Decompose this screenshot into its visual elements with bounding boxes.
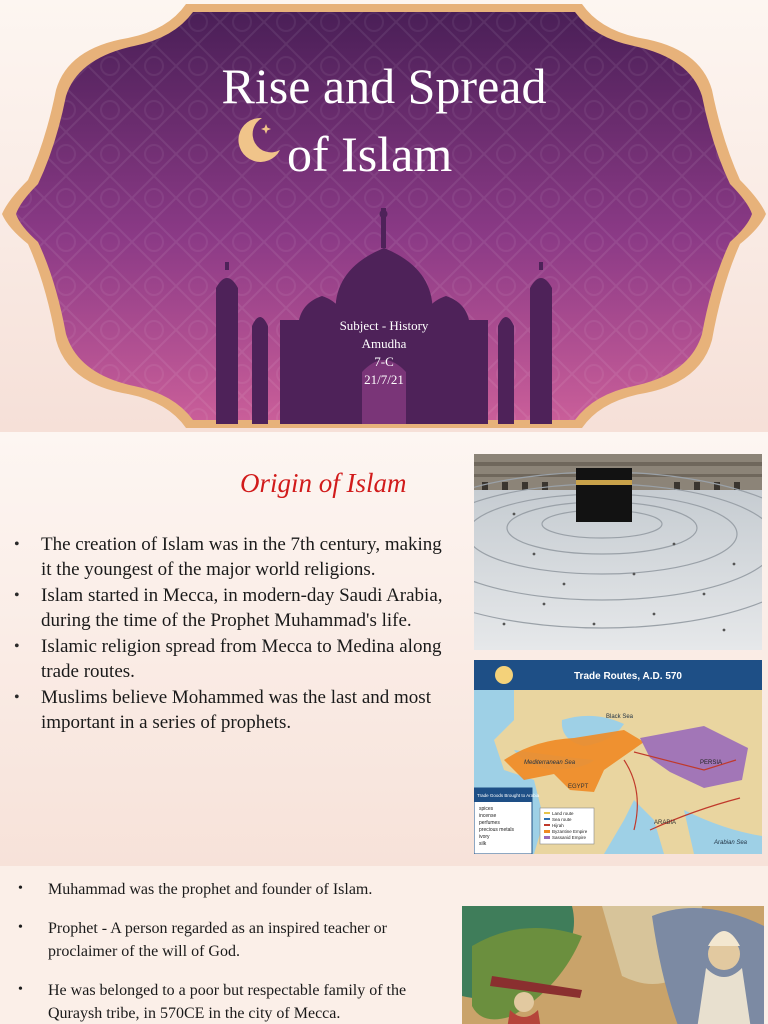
map-label: Black Sea: [606, 714, 634, 720]
slide-title-line2: of Islam: [287, 126, 453, 182]
date-text: 21/7/21: [364, 372, 404, 387]
legend-item: perfumes: [479, 820, 500, 826]
legend-item: Byzantine Empire: [552, 829, 588, 834]
globe-icon: [495, 666, 513, 684]
slide-title-line1: Rise and Spread: [221, 58, 547, 114]
trade-routes-map: [474, 660, 762, 854]
crescent-moon-icon: [232, 112, 284, 164]
origin-slide: [0, 432, 768, 866]
legend-item: precious metals: [479, 827, 515, 833]
map-label: EGYPT: [568, 784, 589, 790]
prophet-slide: [0, 866, 768, 1024]
legend-item: Sea route: [552, 817, 572, 822]
bullet-list: [18, 878, 456, 1024]
list-item: • Islam started in Mecca, in modern-day Saudi Arabia, during the time of the Prophet Muhammad's life.: [14, 583, 444, 633]
legend-item: Hijrah: [552, 823, 564, 828]
list-item: • Prophet - A person regarded as an inspired teacher or proclaimer of the will of God.: [18, 917, 456, 963]
list-item: • Muhammad was the prophet and founder of Islam.: [18, 878, 456, 901]
bullet-list: [14, 532, 444, 736]
map-label: ARABIA: [654, 820, 677, 826]
legend-title: Trade Goods Brought to Arabia: [477, 793, 540, 798]
map-label: PERSIA: [700, 760, 723, 766]
kaaba-photo: [474, 454, 762, 650]
subject-text: Subject - History: [339, 318, 429, 333]
presentation-meta: [300, 317, 468, 389]
author-name: Amudha: [361, 336, 407, 351]
list-item: • Muslims believe Mohammed was the last and most important in a series of prophets.: [14, 685, 444, 735]
legend-item: Land route: [552, 811, 574, 816]
title-slide: [0, 0, 768, 432]
list-item: • He was belonged to a poor but respectable family of the Quraysh tribe, in 570CE in the city of Mecca.: [18, 979, 456, 1024]
map-label: Arabian Sea: [714, 840, 748, 846]
historical-painting: [462, 906, 764, 1024]
legend-item: ivory: [479, 834, 490, 840]
legend-item: Sassanid Empire: [552, 835, 587, 840]
map-title: Trade Routes, A.D. 570: [574, 671, 682, 682]
legend-item: silk: [479, 841, 487, 847]
list-item: • The creation of Islam was in the 7th century, making it the youngest of the major world religions.: [14, 532, 444, 582]
map-label: Mediterranean Sea: [524, 760, 576, 766]
class-text: 7-C: [374, 354, 394, 369]
legend-item: incense: [479, 813, 497, 819]
slide-heading: Origin of Islam: [240, 468, 407, 498]
legend-item: spices: [479, 806, 494, 812]
list-item: • Islamic religion spread from Mecca to Medina along trade routes.: [14, 634, 444, 684]
